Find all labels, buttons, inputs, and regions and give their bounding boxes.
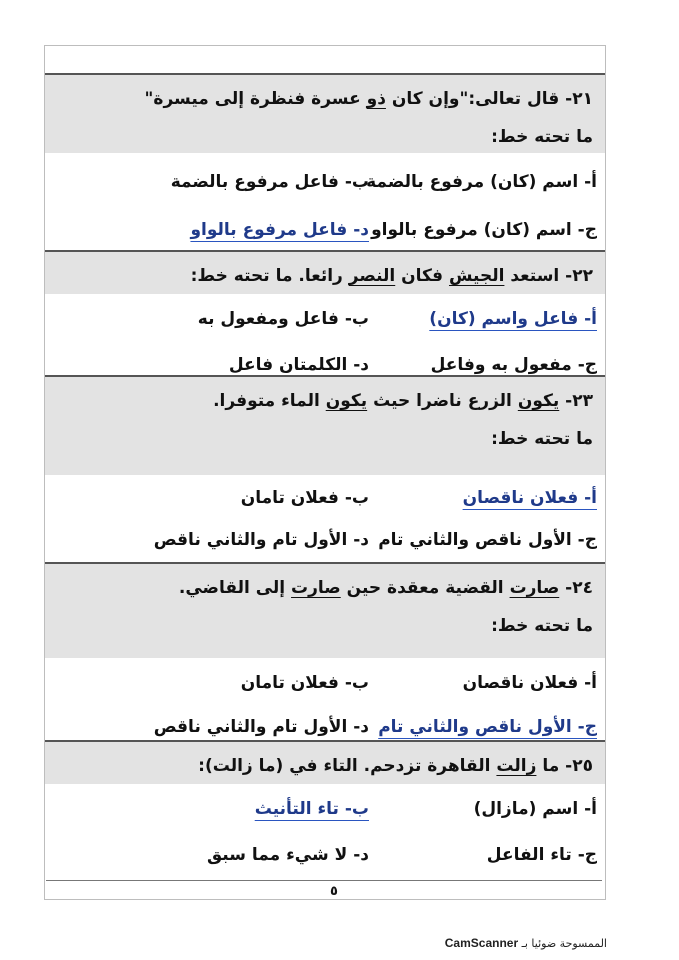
option-label: ج- مفعول به وفاعل <box>430 355 597 375</box>
stem-text: قال تعالى:"وإن كان <box>385 89 566 109</box>
question-3 <box>45 375 605 575</box>
option-d <box>207 842 369 868</box>
option-b <box>198 306 369 332</box>
option-label: ب- فعلان تامان <box>240 488 369 508</box>
question-prompt: ما تحته خط: <box>491 127 593 147</box>
underlined-word: زالت <box>496 756 537 776</box>
question-header <box>45 73 605 153</box>
underlined-word: ذو <box>366 89 386 109</box>
exam-page <box>44 45 606 900</box>
option-label: أ- اسم (مازال) <box>473 799 597 819</box>
stem-text: عسرة فنظرة إلى ميسرة" <box>144 89 367 109</box>
option-label: ب- فاعل مرفوع بالضمة <box>170 172 369 192</box>
question-header <box>45 375 605 475</box>
scanner-brand: CamScanner <box>444 936 519 950</box>
question-prompt: ما تحته خط: <box>491 616 593 636</box>
question-4 <box>45 562 605 758</box>
underlined-word: صارت <box>291 578 341 598</box>
answer-options <box>45 153 605 253</box>
question-stem <box>55 746 593 786</box>
option-label: د- فاعل مرفوع بالواو <box>190 220 369 240</box>
option-d <box>154 714 369 740</box>
option-a <box>463 670 597 696</box>
option-a-correct <box>429 306 597 332</box>
question-header <box>45 740 605 784</box>
stem-text: إلى القاضي. <box>178 578 292 598</box>
option-label: د- الأول تام والثاني ناقص <box>153 530 369 550</box>
option-label: د- الأول تام والثاني ناقص <box>153 717 369 737</box>
option-d-correct <box>190 217 369 243</box>
question-number: ٢٤- <box>565 578 593 598</box>
question-1 <box>45 73 605 253</box>
option-c-correct <box>378 714 597 740</box>
option-label: ج- اسم (كان) مرفوع بالواو <box>371 220 597 240</box>
option-label: أ- اسم (كان) مرفوع بالضمة <box>366 172 597 192</box>
option-b <box>241 485 369 511</box>
option-c <box>378 527 597 553</box>
option-label: ج- تاء الفاعل <box>486 845 597 865</box>
stem-text: فكان <box>395 266 449 286</box>
option-b <box>171 169 369 195</box>
page-number: ٥ <box>330 884 338 899</box>
question-number: ٢١- <box>565 89 593 109</box>
option-a-correct <box>463 485 597 511</box>
underlined-word: الجيش <box>448 266 505 286</box>
question-stem <box>55 568 593 608</box>
question-stem <box>55 381 593 421</box>
answer-options <box>45 475 605 575</box>
bottom-divider <box>46 880 602 881</box>
scanner-watermark <box>445 936 607 950</box>
option-b <box>241 670 369 696</box>
question-prompt: ما تحته خط: <box>491 429 593 449</box>
stem-text: القاهرة تزدحم. التاء في (ما زالت): <box>198 756 497 776</box>
option-label: ج- الأول ناقص والثاني تام <box>378 530 597 550</box>
stem-text: رائعا. ما تحته خط: <box>190 266 349 286</box>
underlined-word: النصر <box>348 266 396 286</box>
option-label: ب- تاء التأنيث <box>254 799 369 819</box>
option-label: أ- فعلان ناقصان <box>462 488 597 508</box>
option-a <box>474 796 597 822</box>
stem-text: ما <box>536 756 566 776</box>
option-label: ب- فاعل ومفعول به <box>197 309 369 329</box>
stem-text: الزرع ناضرا حيث <box>367 391 518 411</box>
option-label: أ- فاعل واسم (كان) <box>429 309 597 329</box>
stem-text: الماء متوفرا. <box>213 391 326 411</box>
answer-options <box>45 784 605 884</box>
option-a <box>366 169 597 195</box>
option-b-correct <box>255 796 369 822</box>
underlined-word: صارت <box>509 578 560 598</box>
question-number: ٢٢- <box>565 266 593 286</box>
scanner-prefix: الممسوحة ضوئيا بـ <box>518 937 607 950</box>
question-stem <box>55 79 593 119</box>
question-number: ٢٥- <box>565 756 593 776</box>
option-label: ب- فعلان تامان <box>240 673 369 693</box>
option-c <box>371 217 597 243</box>
stem-text: استعد <box>504 266 566 286</box>
underlined-word: يكون <box>517 391 560 411</box>
question-5 <box>45 740 605 884</box>
option-label: د- لا شيء مما سبق <box>206 845 369 865</box>
stem-text: القضية معقدة حين <box>340 578 510 598</box>
option-label: ج- الأول ناقص والثاني تام <box>378 717 597 737</box>
question-header <box>45 250 605 294</box>
question-number: ٢٣- <box>565 391 593 411</box>
option-label: د- الكلمتان فاعل <box>228 355 369 375</box>
underlined-word: يكون <box>325 391 368 411</box>
question-header <box>45 562 605 658</box>
option-d <box>154 527 369 553</box>
question-2 <box>45 250 605 394</box>
option-c <box>487 842 597 868</box>
question-stem <box>55 256 593 296</box>
option-label: أ- فعلان ناقصان <box>462 673 597 693</box>
